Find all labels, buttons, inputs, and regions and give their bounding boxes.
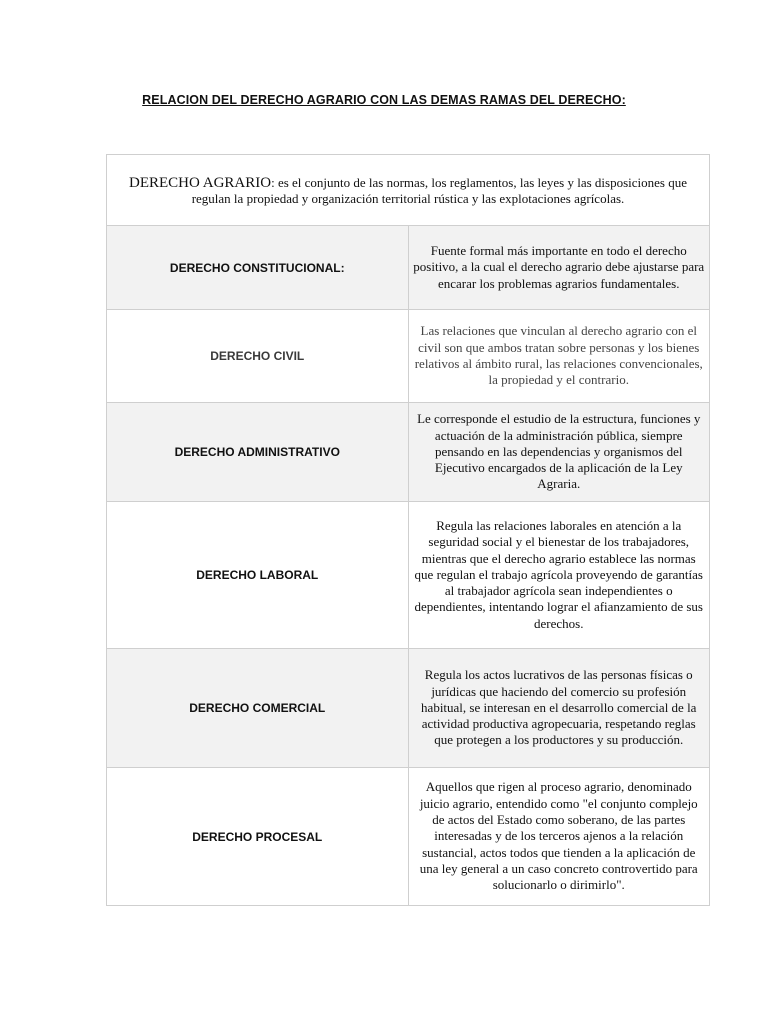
definition-term: DERECHO AGRARIO bbox=[128, 174, 272, 191]
table-row-comercial bbox=[107, 649, 710, 768]
branch-name: DERECHO LABORAL bbox=[107, 502, 409, 649]
definition-cell bbox=[107, 155, 710, 226]
table-row-laboral bbox=[107, 502, 710, 649]
table-row-administrativo bbox=[107, 403, 710, 502]
branch-name: DERECHO PROCESAL bbox=[107, 768, 409, 906]
branch-description: Fuente formal más importante en todo el derecho positivo, a la cual el derecho agrario debe ajustarse para encarar los problemas agrarios fundamentales. bbox=[408, 226, 710, 310]
page-title: RELACION DEL DERECHO AGRARIO CON LAS DEMAS RAMAS DEL DERECHO: bbox=[142, 93, 626, 107]
branch-name: DERECHO CIVIL bbox=[107, 310, 409, 403]
table-row-procesal bbox=[107, 768, 710, 906]
table-row-civil bbox=[107, 310, 710, 403]
branch-description: Le corresponde el estudio de la estructura, funciones y actuación de la administración pública, siempre pensando en las dependencias y organismos del Ejecutivo encargados de la aplicación de la Ley Agraria. bbox=[408, 403, 710, 502]
definition-text: : es el conjunto de las normas, los reglamentos, las leyes y las disposiciones que regulan la propiedad y organización territorial rústica y las explotaciones agrícolas. bbox=[191, 174, 687, 206]
relations-table bbox=[106, 154, 710, 906]
branch-name: DERECHO ADMINISTRATIVO bbox=[107, 403, 409, 502]
branch-description: Aquellos que rigen al proceso agrario, denominado juicio agrario, entendido como "el conjunto complejo de actos del Estado como soberano, de las partes interesadas y de los terceros ajenos a la relación sustancial, actos todos que tienden a la aplicación de una ley general a un caso concreto controvertido para solucionarlo o dirimirlo". bbox=[408, 768, 710, 906]
branch-description: Regula los actos lucrativos de las personas físicas o jurídicas que haciendo del comercio su profesión habitual, se interesan en el desarrollo comercial de la actividad productiva agropecuaria, respetando reglas que protegen a los productores y su producción. bbox=[408, 649, 710, 768]
table-row-constitucional bbox=[107, 226, 710, 310]
branch-name: DERECHO CONSTITUCIONAL: bbox=[107, 226, 409, 310]
branch-description: Las relaciones que vinculan al derecho agrario con el civil son que ambos tratan sobre personas y los bienes relativos al ámbito rural, las relaciones convencionales, la propiedad y el contrario. bbox=[408, 310, 710, 403]
branch-description: Regula las relaciones laborales en atención a la seguridad social y el bienestar de los trabajadores, mientras que el derecho agrario establece las normas que regulan el trabajo agrícola proveyendo de garantías al trabajador agrícola sean independientes o dependientes, intentando lograr el afianzamiento de sus derechos. bbox=[408, 502, 710, 649]
branch-name: DERECHO COMERCIAL bbox=[107, 649, 409, 768]
definition-row bbox=[107, 155, 710, 226]
